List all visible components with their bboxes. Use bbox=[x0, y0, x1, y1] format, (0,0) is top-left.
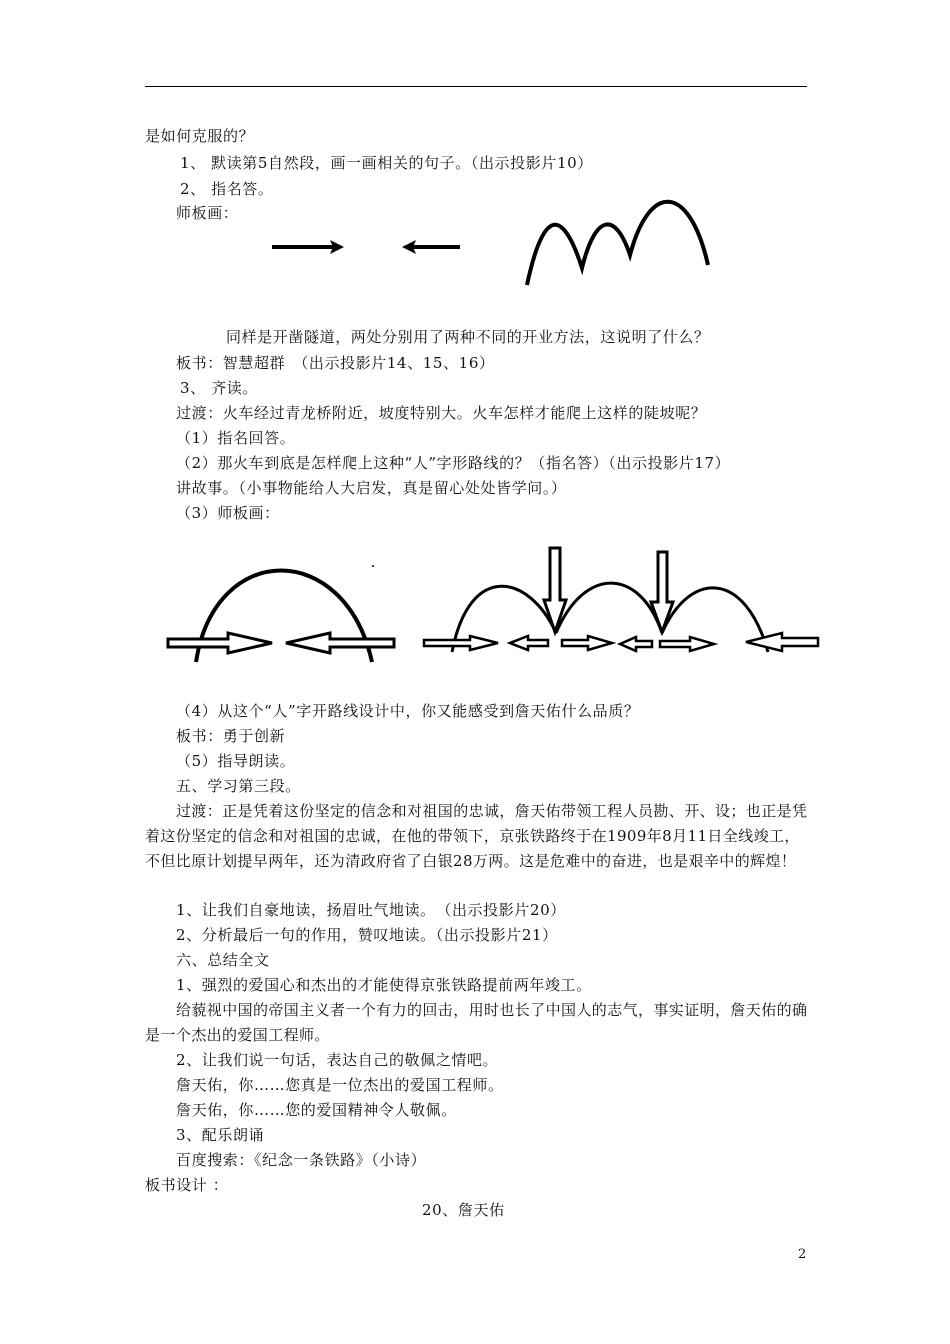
text-line: 板书：勇于创新 bbox=[176, 727, 286, 745]
outline-arrow-right bbox=[168, 633, 272, 653]
text-line: 过渡：火车经过青龙桥附近，坡度特别大。火车怎样才能爬上这样的陡坡呢？ bbox=[176, 404, 707, 422]
text-line: 2、分析最后一句的作用，赞叹地读。（出示投影片21） bbox=[176, 926, 558, 944]
small-arrow-1 bbox=[424, 636, 498, 650]
text-line: （1）指名回答。 bbox=[176, 429, 296, 447]
text-line: （3）师板画： bbox=[176, 504, 280, 522]
arc-2 bbox=[556, 583, 662, 633]
mountain-peaks bbox=[527, 202, 708, 285]
stray-dot bbox=[372, 565, 374, 567]
text-line: 同样是开凿隧道，两处分别用了两种不同的开业方法，这说明了什么？ bbox=[226, 328, 710, 346]
text-line: （5）指导朗读。 bbox=[176, 752, 296, 770]
text-line: 是如何克服的？ bbox=[145, 127, 255, 145]
text-line: 师板画： bbox=[176, 204, 239, 222]
text-line: 板书设计 ： bbox=[145, 1176, 229, 1194]
outline-arrow-left bbox=[286, 633, 394, 653]
page-number: 2 bbox=[798, 1247, 807, 1262]
small-arrow-6 bbox=[746, 633, 818, 651]
text-line: 百度搜索：《纪念一条铁路》（小诗） bbox=[176, 1151, 427, 1169]
small-arrow-5 bbox=[660, 637, 714, 651]
text-line: 詹天佑，你……您的爱国精神令人敬佩。 bbox=[176, 1101, 457, 1119]
small-arrow-3 bbox=[562, 636, 612, 650]
board-title: 20、詹天佑 bbox=[422, 1201, 505, 1219]
text-line: （2）那火车到底是怎样爬上这种“人”字形路线的？（指名答）（出示投影片17） bbox=[176, 454, 731, 472]
text-line: 1、 默读第5自然段，画一画相关的句子。（出示投影片10） bbox=[180, 154, 593, 172]
text-line: 詹天佑，你……您真是一位杰出的爱国工程师。 bbox=[176, 1076, 504, 1094]
text-line: 2、 指名答。 bbox=[180, 180, 274, 198]
text-line: 3、 齐读。 bbox=[180, 379, 258, 397]
tunnel-drawing-1 bbox=[260, 180, 730, 300]
transition-paragraph: 过渡：正是凭着这份坚定的信念和对祖国的忠诚，詹天佑带领工程人员勘、开、设；也正是凭着这份坚定的信念和对祖国的忠诚，在他的带领下，京张铁路终于在1909年8月11日全线竣工，不但比原计划提早两年，还为清政府省了白银28万两。这是危难中的奋进，也是艰辛中的辉煌！ bbox=[145, 802, 808, 870]
small-arrow-2 bbox=[510, 636, 548, 650]
text-line: 3、配乐朗诵 bbox=[176, 1126, 265, 1144]
route-drawing-2 bbox=[0, 540, 950, 680]
text-line: 2、让我们说一句话，表达自己的敬佩之情吧。 bbox=[176, 1051, 499, 1069]
text-line: 五、学习第三段。 bbox=[176, 777, 301, 795]
text-line: 讲故事。（小事物能给人大启发，真是留心处处皆学问。） bbox=[176, 479, 567, 497]
small-arrow-4 bbox=[620, 637, 652, 651]
text-line: （4）从这个“人”字开路线设计中，你又能感受到詹天佑什么品质？ bbox=[176, 702, 640, 720]
header-rule bbox=[145, 86, 807, 87]
text-line: 1、强烈的爱国心和杰出的才能使得京张铁路提前两年竣工。 bbox=[176, 976, 592, 994]
text-line: 板书：智慧超群 （出示投影片14、15、16） bbox=[176, 354, 495, 372]
text-line: 1、让我们自豪地读，扬眉吐气地读。 （出示投影片20） bbox=[176, 901, 566, 919]
summary-paragraph: 给藐视中国的帝国主义者一个有力的回击，用时也长了中国人的志气，事实证明，詹天佑的确是一个杰出的爱国工程师。 bbox=[145, 1001, 808, 1044]
text-line: 六、总结全文 bbox=[176, 951, 270, 969]
